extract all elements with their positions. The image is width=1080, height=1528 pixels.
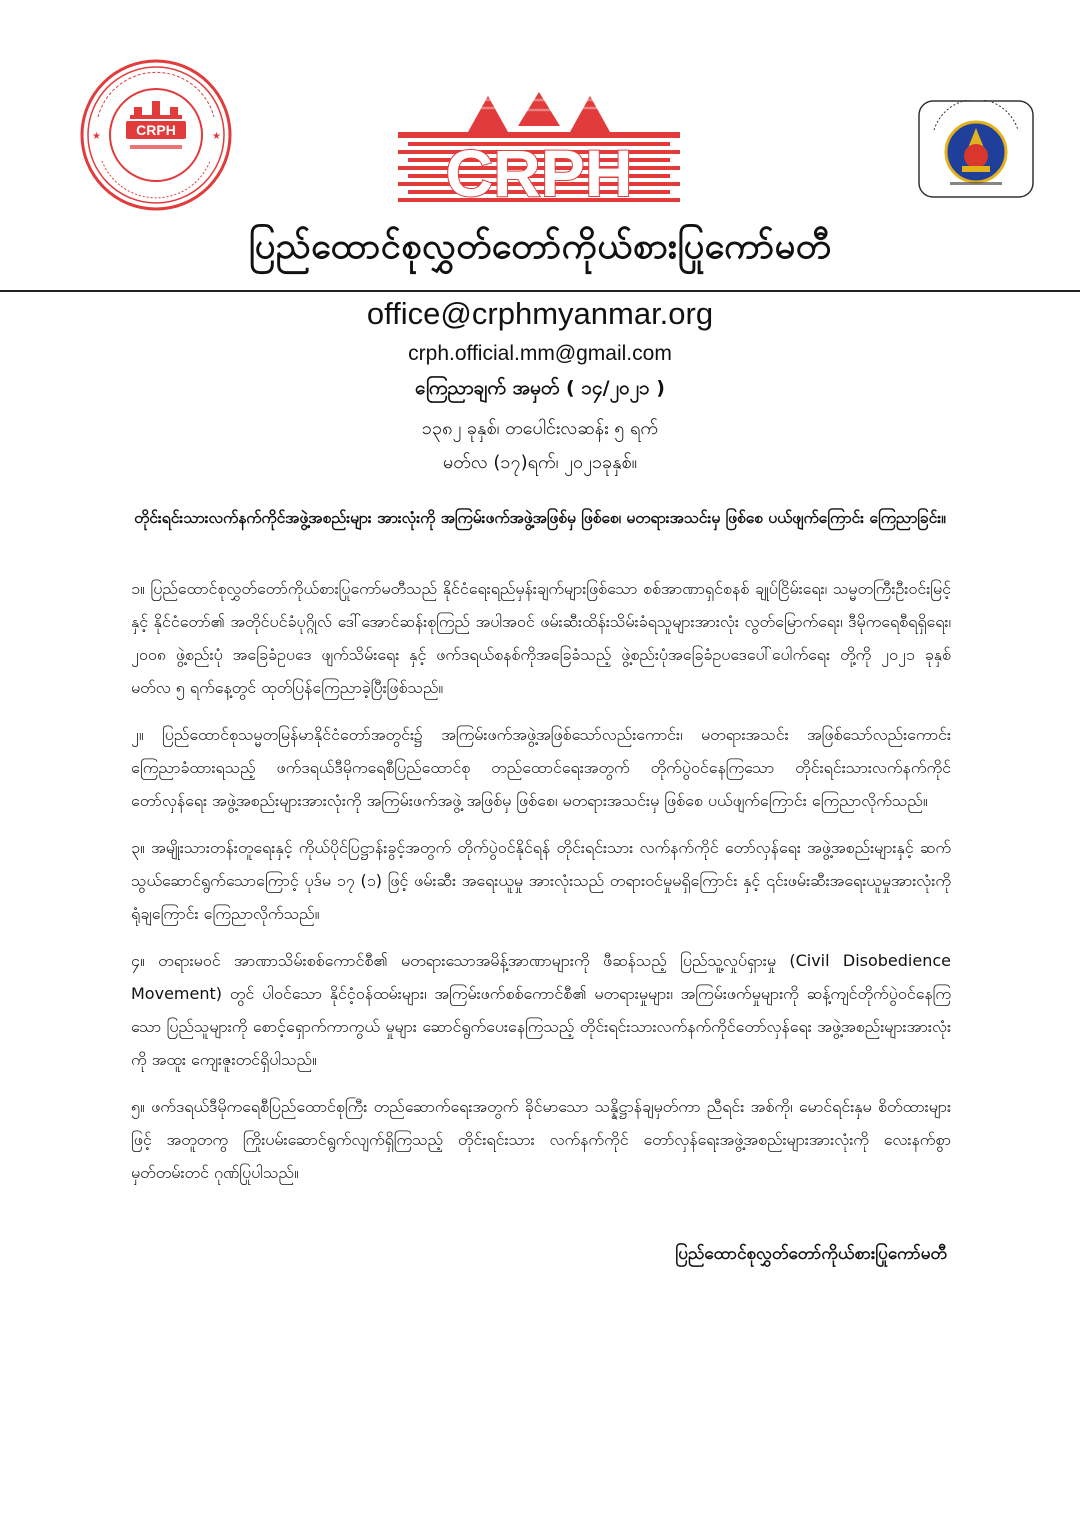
- org-title: ပြည်ထောင်စုလွှတ်တော်ကိုယ်စားပြုကော်မတီ: [248, 226, 832, 267]
- secondary-email: crph.official.mm@gmail.com: [408, 342, 672, 365]
- hluttaw-emblem: [918, 100, 1034, 198]
- myanmar-date: ၁၃၈၂ ခုနှစ်၊ တပေါင်းလဆန်း ၅ ရက်: [421, 418, 659, 439]
- paragraph-3: ၃။ အမျိုးသားတန်းတူရေးနှင့် ကိုယ်ပိုင်ပြဋ္ဌာန်းခွင့်အတွက် တိုက်ပွဲဝင်နိုင်ရန် တိုင်းရင်းသား လက်နက်ကိုင် တော်လှန်ရေး အဖွဲ့အစည်းများနှင့် ဆက်သွယ်ဆောင်ရွက်သောကြောင့် ပုဒ်မ ၁၇ (၁) ဖြင့် ဖမ်းဆီး အရေးယူမှု အားလုံးသည် တရားဝင်မှုမရှိကြောင်း နှင့် ၎င်းဖမ်းဆီးအရေးယူမှုအားလုံးကို ရုံချကြောင်း ကြေညာလိုက်သည်။: [131, 838, 951, 923]
- header-divider: [0, 290, 1080, 292]
- announcement-headline: တိုင်းရင်းသားလက်နက်ကိုင်အဖွဲ့အစည်းများ အားလုံးကို အကြမ်းဖက်အဖွဲ့အဖြစ်မှ ဖြစ်စေ၊ မတရားအသင်းမှ ဖြစ်စေ ပယ်ဖျက်ကြောင်း ကြေညာခြင်း။: [134, 509, 946, 527]
- crph-seal-stamp: [78, 57, 234, 213]
- notice-number: ကြေညာချက် အမှတ် ( ၁၄/၂၀၂၁ ): [415, 377, 665, 399]
- paragraph-2: ၂။ ပြည်ထောင်စုသမ္မတမြန်မာနိုင်ငံတော်အတွင်း၌ အကြမ်းဖက်အဖွဲ့အဖြစ်သော်လည်းကောင်း၊ မတရားအသင်း အဖြစ်သော်လည်းကောင်း ကြေညာခံထားရသည့် ဖက်ဒရယ်ဒီမိုကရေစီပြည်ထောင်စု တည်ထောင်ရေးအတွက် တိုက်ပွဲဝင်နေကြသော တိုင်းရင်းသားလက်နက်ကိုင်တော်လှန်ရေး အဖွဲ့အစည်းများအားလုံးကို အကြမ်းဖက်အဖွဲ့ အဖြစ်မှ ဖြစ်စေ၊ မတရားအသင်းမှ ဖြစ်စေ ပယ်ဖျက်ကြောင်း ကြေညာလိုက်သည်။: [131, 725, 951, 810]
- gregorian-date: မတ်လ (၁၇)ရက်၊ ၂၀၂၁ခုနှစ်။: [442, 452, 638, 473]
- signature: ပြည်ထောင်စုလွှတ်တော်ကိုယ်စားပြုကော်မတီ: [675, 1244, 947, 1264]
- svg-text:CRPH: CRPH: [136, 122, 176, 138]
- paragraph-5: ၅။ ဖက်ဒရယ်ဒီမိုကရေစီပြည်ထောင်စုကြီး တည်ဆောက်ရေးအတွက် ခိုင်မာသော သန္နိဋ္ဌာန်ချမှတ်ကာ ညီရင်း အစ်ကို၊ မောင်ရင်းနှမ စိတ်ထားများဖြင့် အတူတကွ ကြိုးပမ်းဆောင်ရွက်လျက်ရှိကြသည့် တိုင်းရင်းသား လက်နက်ကိုင် တော်လှန်ရေးအဖွဲ့အစည်းများအားလုံးကို လေးနက်စွာ မှတ်တမ်းတင် ဂုဏ်ပြုပါသည်။: [131, 1097, 951, 1182]
- primary-email: office@crphmyanmar.org: [366, 296, 714, 331]
- svg-text:★: ★: [92, 131, 101, 142]
- crph-logo-text: CRPH: [445, 136, 633, 210]
- svg-text:★: ★: [212, 131, 221, 142]
- crph-logo: [398, 92, 680, 214]
- paragraph-4: ၄။ တရားမဝင် အာဏာသိမ်းစစ်ကောင်စီ၏ မတရားသောအမိန့်အာဏာများကို ဖီဆန်သည့် ပြည်သူ့လှုပ်ရှားမှု (Civil Disobedience Movement) တွင် ပါဝင်သော နိုင်ငံ့ဝန်ထမ်းများ၊ အကြမ်းဖက်စစ်ကောင်စီ၏ မတရားမှုများ၊ အကြမ်းဖက်မှုများကို ဆန့်ကျင်တိုက်ပွဲဝင်နေကြသော ပြည်သူများကို စောင့်ရှောက်ကာကွယ် မှုများ ဆောင်ရွက်ပေးနေကြသည့် တိုင်းရင်းသားလက်နက်ကိုင်တော်လှန်ရေး အဖွဲ့အစည်းများအားလုံးကို အထူး ကျေးဇူးတင်ရှိပါသည်။: [131, 951, 951, 1069]
- announcement-body: [131, 572, 951, 1203]
- paragraph-1: ၁။ ပြည်ထောင်စုလွှတ်တော်ကိုယ်စားပြုကော်မတီသည် နိုင်ငံရေးရည်မှန်းချက်များဖြစ်သော စစ်အာဏာရှင်စနစ် ချုပ်ငြိမ်းရေး၊ သမ္မတကြီးဦးဝင်းမြင့် နှင့် နိုင်ငံတော်၏ အတိုင်ပင်ခံပုဂ္ဂိုလ် ဒေါ်အောင်ဆန်းစုကြည် အပါအဝင် ဖမ်းဆီးထိန်းသိမ်းခံရသူများအားလုံး လွတ်မြောက်ရေး၊ ဒီမိုကရေစီရရှိရေး၊ ၂၀၀၈ ဖွဲ့စည်းပုံ အခြေခံဥပဒေ ဖျက်သိမ်းရေး နှင့် ဖက်ဒရယ်စနစ်ကိုအခြေခံသည့် ဖွဲ့စည်းပုံအခြေခံဥပဒေပေါ်ပေါက်ရေး တို့ကို ၂၀၂၁ ခုနှစ် မတ်လ ၅ ရက်နေ့တွင် ထုတ်ပြန်ကြေညာခဲ့ပြီးဖြစ်သည်။: [131, 579, 951, 697]
